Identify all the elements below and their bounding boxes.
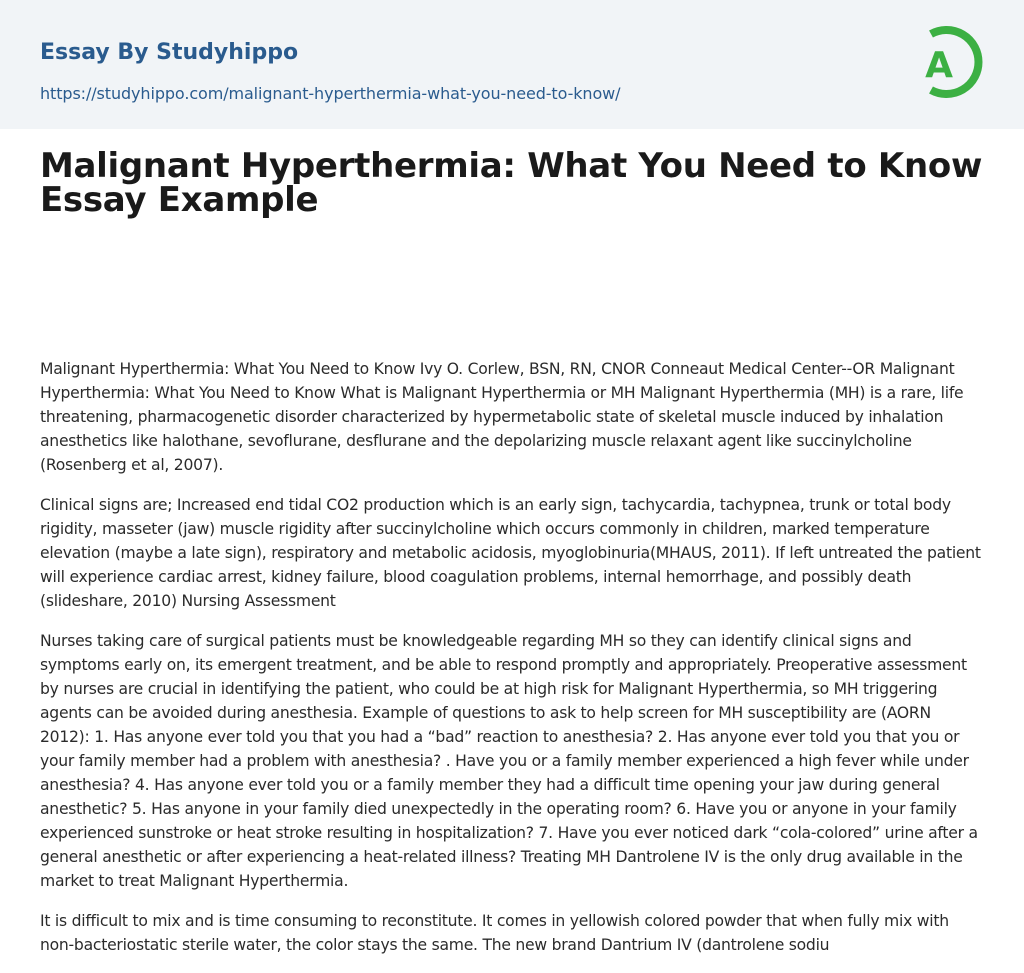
paragraph: It is difficult to mix and is time consuming to reconstitute. It comes in yellowish colored powder that when fully mix with non-bacteriostatic sterile water, the color stays the same. The new brand Dantrium IV (dantrolene sodiu	[40, 912, 949, 954]
studyhippo-logo-icon[interactable]	[911, 18, 987, 106]
essay-url-link[interactable]: https://studyhippo.com/malignant-hyperthermia-what-you-need-to-know/	[40, 84, 621, 103]
site-header	[0, 0, 1024, 129]
page-title: Malignant Hyperthermia: What You Need to Know Essay Example	[40, 146, 983, 220]
paragraph: Nurses taking care of surgical patients must be knowledgeable regarding MH so they can identify clinical signs and symptoms early on, its emergent treatment, and be able to respond promptly and appropriately. Preoperative assessment by nurses are crucial in identifying the patient, who could be at high risk for Malignant Hyperthermia, so MH triggering agents can be avoided during anesthesia. Example of questions to ask to help screen for MH susceptibility are (AORN 2012): 1. Has anyone ever told you that you had a “bad” reaction to anesthesia? 2. Has anyone ever told you that you or your family member had a problem with anesthesia? . Have you or a family member experienced a high fever while under anesthesia? 4. Has anyone ever told you or a family member they had a difficult time opening your jaw during general anesthetic? 5. Has anyone in your family died unexpectedly in the operating room? 6. Have you or anyone in your family experienced sunstroke or heat stroke resulting in hospitalization? 7. Have you ever noticed dark “cola-colored” urine after a general anesthetic or after experiencing a heat-related illness? Treating MH Dantrolene IV is the only drug available in the market to treat Malignant Hyperthermia.	[40, 632, 978, 890]
site-brand[interactable]: Essay By Studyhippo	[40, 40, 299, 65]
logo-letter: A	[925, 45, 953, 86]
paragraph: Clinical signs are; Increased end tidal CO2 production which is an early sign, tachycardia, tachypnea, trunk or total body rigidity, masseter (jaw) muscle rigidity after succinylcholine which occurs commonly in children, marked temperature elevation (maybe a late sign), respiratory and metabolic acidosis, myoglobinuria(MHAUS, 2011). If left untreated the patient will experience cardiac arrest, kidney failure, blood coagulation problems, internal hemorrhage, and possibly death (slideshare, 2010) Nursing Assessment	[40, 496, 981, 610]
paragraph: Malignant Hyperthermia: What You Need to Know Ivy O. Corlew, BSN, RN, CNOR Conneaut Medical Center--OR Malignant Hyperthermia: What You Need to Know What is Malignant Hyperthermia or MH Malignant Hyperthermia (MH) is a rare, life threatening, pharmacogenetic disorder characterized by hypermetabolic state of skeletal muscle induced by inhalation anesthetics like halothane, sevoflurane, desflurane and the depolarizing muscle relaxant agent like succinylcholine (Rosenberg et al, 2007).	[40, 360, 964, 474]
article-body	[40, 357, 984, 973]
